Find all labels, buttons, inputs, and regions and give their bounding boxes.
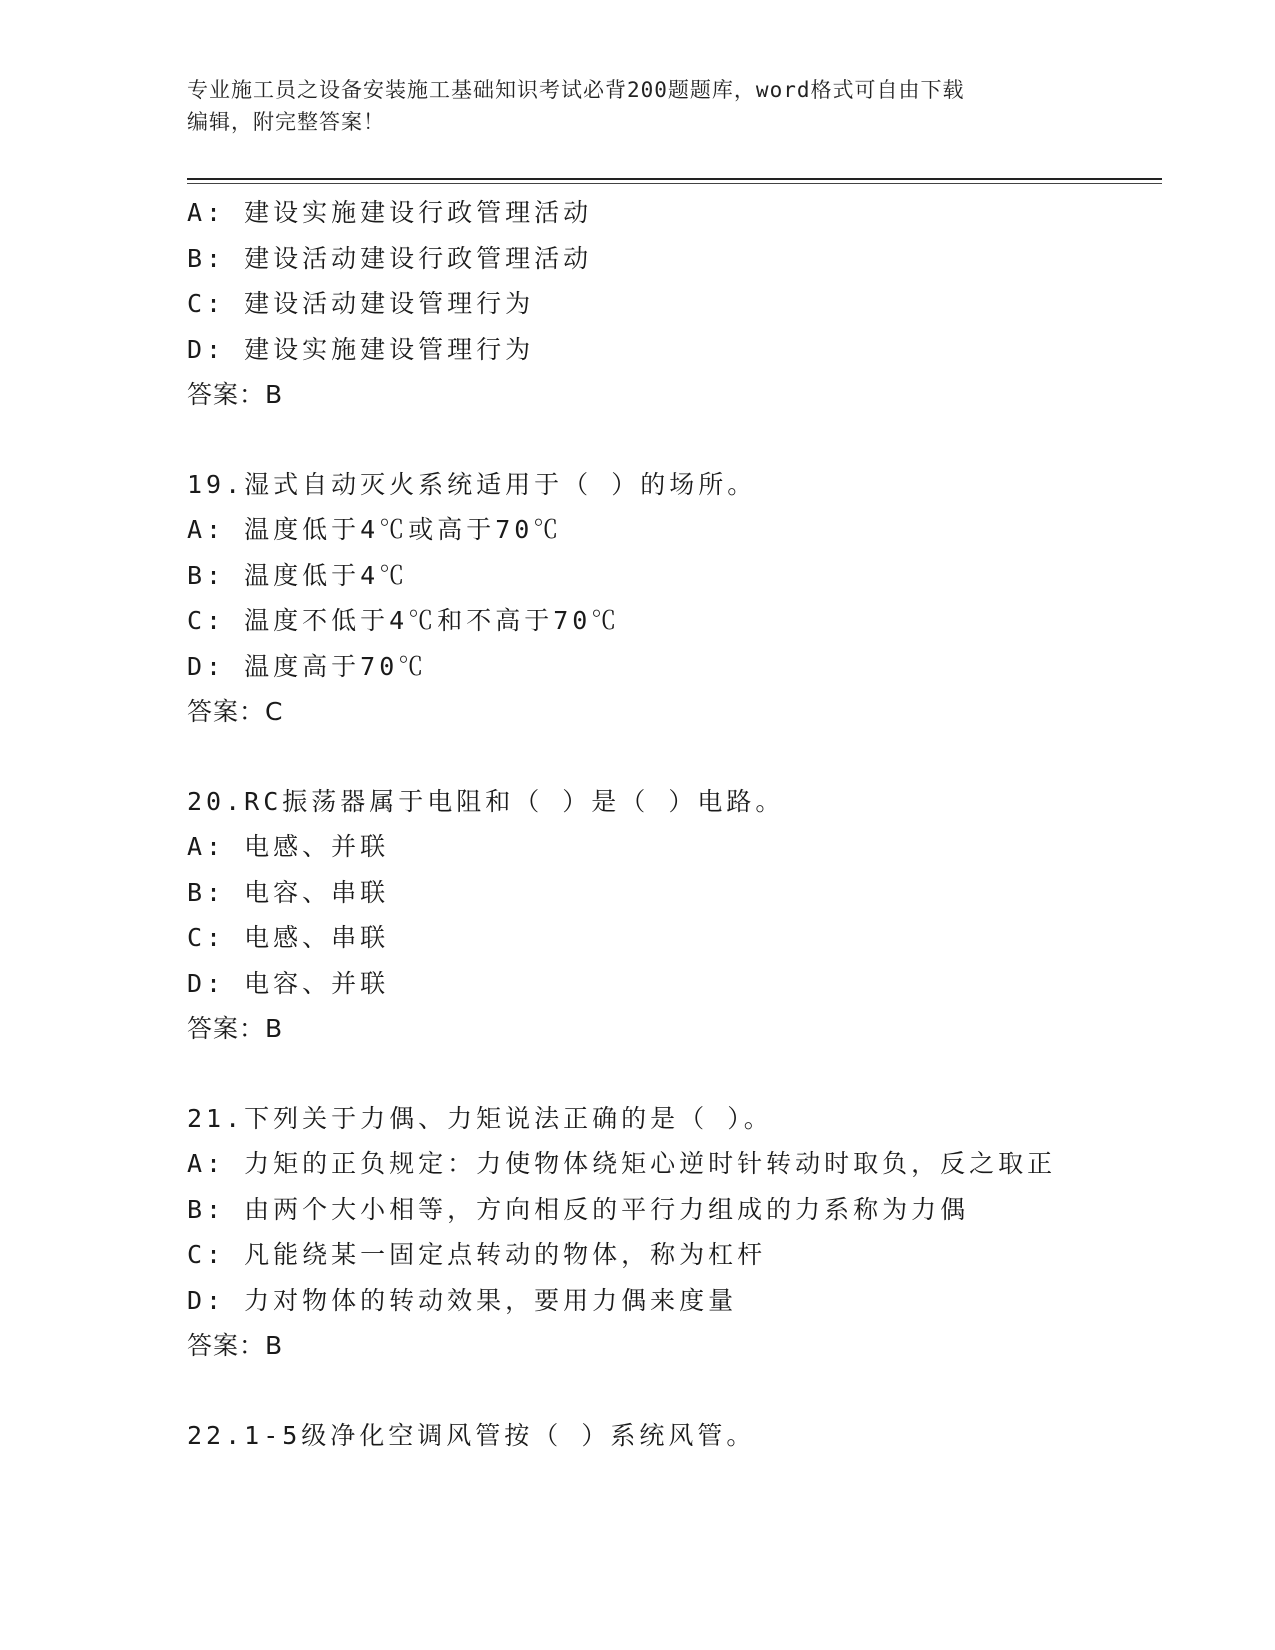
question-21	[187, 1096, 1147, 1369]
option-c: C: 温度不低于4℃和不高于70℃	[187, 606, 621, 635]
document-header	[187, 74, 1087, 138]
question-22	[187, 1413, 1147, 1459]
option-a: A: 温度低于4℃或高于70℃	[187, 515, 563, 544]
answer-line: 答案：B	[187, 1014, 284, 1043]
question-20	[187, 779, 1147, 1052]
option-c: C: 凡能绕某一固定点转动的物体，称为杠杆	[187, 1240, 767, 1269]
answer-line: 答案：B	[187, 1331, 284, 1360]
question-stem: 19.湿式自动灭火系统适用于（ ）的场所。	[187, 469, 757, 499]
question-stem: 22.1-5级净化空调风管按（ ）系统风管。	[187, 1420, 756, 1450]
spacer	[187, 1052, 1147, 1096]
spacer	[187, 735, 1147, 779]
header-title-line-2: 编辑，附完整答案！	[187, 110, 385, 134]
option-b: B: 温度低于4℃	[187, 560, 409, 590]
option-a: A: 力矩的正负规定：力使物体绕矩心逆时针转动时取负，反之取正	[187, 1149, 1057, 1178]
option-a: A: 电感、并联	[187, 832, 390, 861]
spacer	[187, 1369, 1147, 1413]
answer-line: 答案：C	[187, 697, 284, 726]
header-divider-thin	[187, 183, 1162, 184]
option-d: D: 力对物体的转动效果，要用力偶来度量	[187, 1285, 738, 1315]
option-a: A: 建设实施建设行政管理活动	[187, 198, 593, 227]
spacer	[187, 418, 1147, 462]
question-19	[187, 462, 1147, 735]
question-stem: 21.下列关于力偶、力矩说法正确的是（ ）。	[187, 1103, 773, 1133]
question-stem: 20.RC振荡器属于电阻和（ ）是（ ）电路。	[187, 786, 785, 816]
option-b: B: 由两个大小相等，方向相反的平行力组成的力系称为力偶	[187, 1194, 970, 1224]
option-d: D: 建设实施建设管理行为	[187, 334, 535, 364]
question-18	[187, 190, 1147, 418]
option-c: C: 电感、串联	[187, 923, 390, 952]
question-list	[187, 190, 1147, 1458]
header-divider-thick	[187, 178, 1162, 180]
option-b: B: 建设活动建设行政管理活动	[187, 243, 593, 273]
option-d: D: 温度高于70℃	[187, 651, 428, 681]
option-d: D: 电容、并联	[187, 968, 390, 998]
header-title-line-1: 专业施工员之设备安装施工基础知识考试必背200题题库，word格式可自由下载	[187, 78, 965, 102]
option-b: B: 电容、串联	[187, 877, 390, 907]
option-c: C: 建设活动建设管理行为	[187, 289, 535, 318]
answer-line: 答案：B	[187, 380, 284, 409]
